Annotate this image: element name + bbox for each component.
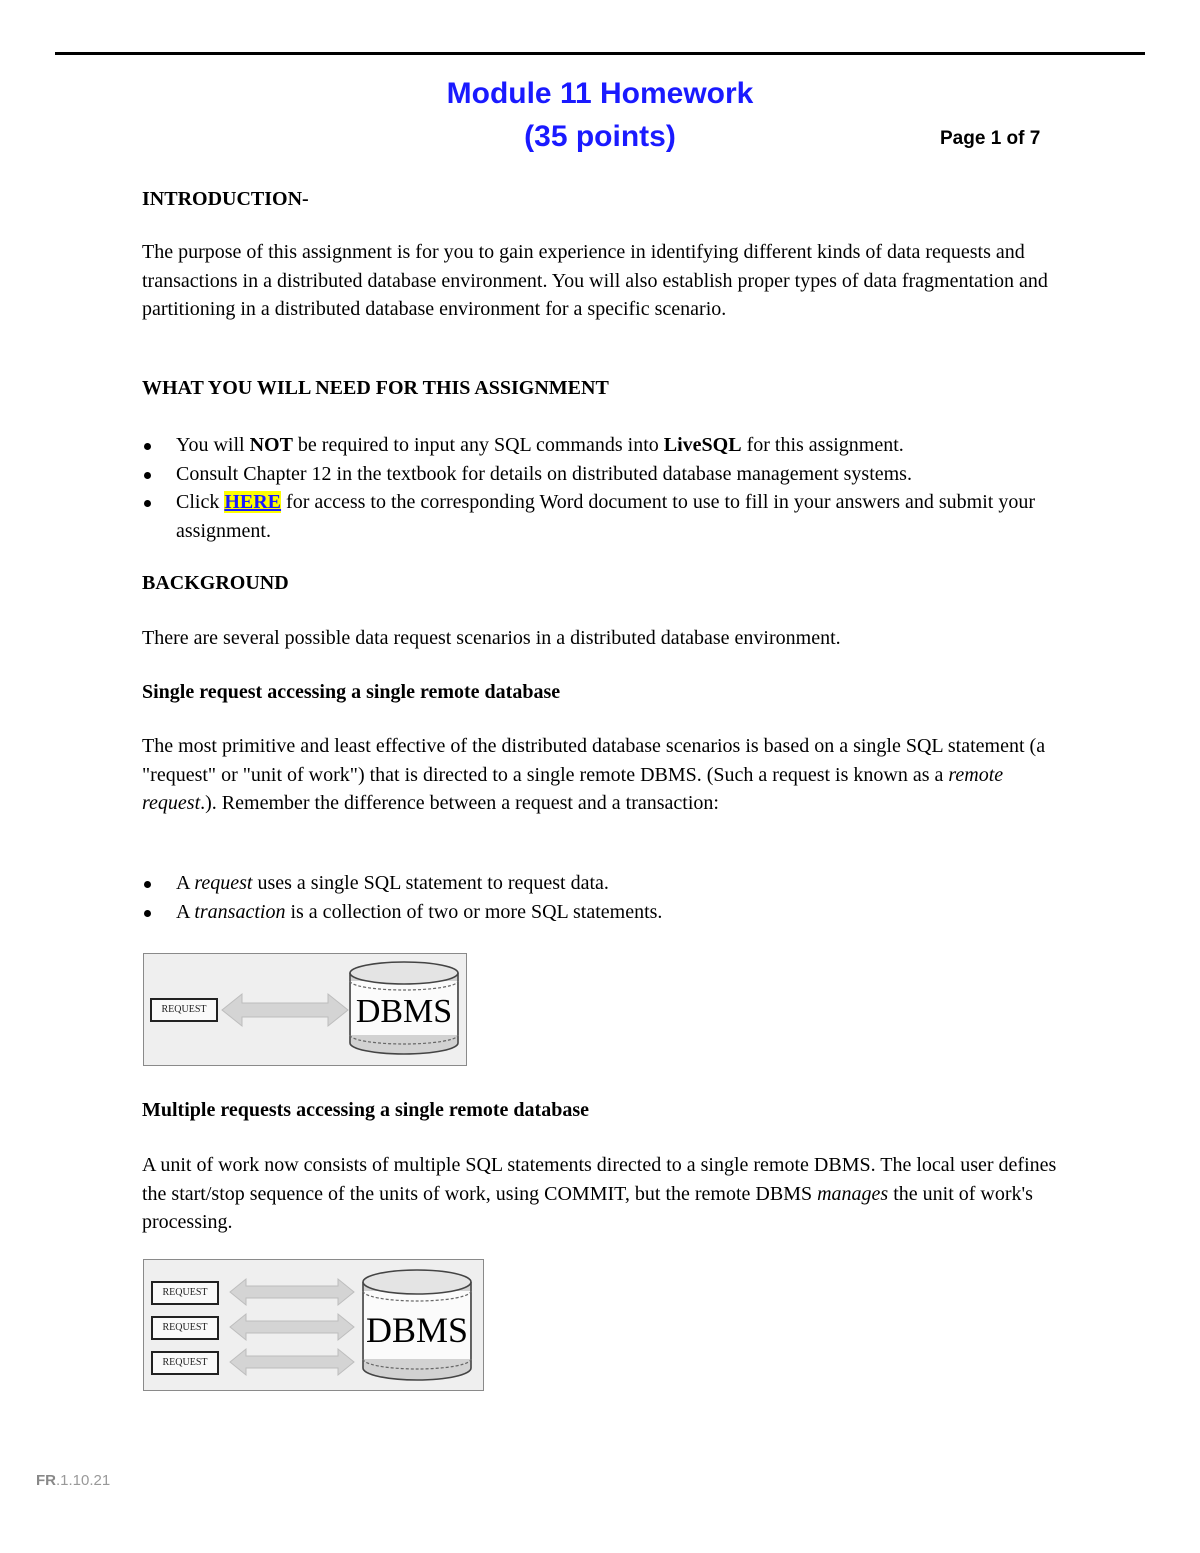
intro-heading: INTRODUCTION- xyxy=(142,188,309,210)
needs-bullet-1: You will NOT be required to input any SQL commands into LiveSQL for this assignment. xyxy=(142,431,1072,460)
single-request-paragraph: The most primitive and least effective of the distributed database scenarios is based on a single SQL statement (a "request" or "unit of work") that is directed to a single remote DBMS. (Such a request is known as a remote request.). Remember the difference between a request and a transaction: xyxy=(142,735,1046,814)
needs-heading: WHAT YOU WILL NEED FOR THIS ASSIGNMENT xyxy=(142,377,609,399)
request-box-3: REQUEST xyxy=(151,1351,219,1375)
page-number: Page 1 of 7 xyxy=(940,128,1041,149)
needs-list xyxy=(142,431,1072,545)
here-link[interactable]: HERE xyxy=(224,491,282,513)
points-subtitle: (35 points) xyxy=(524,120,676,153)
request-transaction-list xyxy=(142,869,1072,926)
multiple-requests-heading: Multiple requests accessing a single remote database xyxy=(142,1099,590,1121)
footer-code: FR.1.10.21 xyxy=(36,1472,111,1489)
transaction-bullet: A transaction is a collection of two or more SQL statements. xyxy=(142,898,1072,927)
needs-bullet-3: Click HERE for access to the corresponding Word document to use to fill in your answers and submit your assignment. xyxy=(142,488,1072,545)
single-request-diagram xyxy=(143,953,467,1066)
background-heading: BACKGROUND xyxy=(142,572,289,594)
intro-paragraph: The purpose of this assignment is for you to gain experience in identifying different kinds of data requests and transactions in a distributed database environment. You will also establish proper types of data fragmentation and partitioning in a distributed database environment for a specific scenario. xyxy=(142,241,1048,320)
bidirectional-arrow-icon xyxy=(228,1312,356,1342)
request-bullet: A request uses a single SQL statement to request data. xyxy=(142,869,1072,898)
bidirectional-arrow-icon xyxy=(228,1347,356,1377)
bidirectional-arrow-icon xyxy=(228,1277,356,1307)
page-title: Module 11 Homework xyxy=(446,77,754,110)
single-request-heading: Single request accessing a single remote database xyxy=(142,681,561,703)
multiple-requests-diagram xyxy=(143,1259,484,1391)
request-box: REQUEST xyxy=(150,998,218,1022)
request-box-2: REQUEST xyxy=(151,1316,219,1340)
needs-bullet-2: Consult Chapter 12 in the textbook for details on distributed database management systems. xyxy=(142,460,1072,489)
bidirectional-arrow-icon xyxy=(220,990,350,1030)
dbms-label: DBMS xyxy=(365,1310,469,1350)
background-paragraph: There are several possible data request scenarios in a distributed database environment. xyxy=(142,627,841,649)
dbms-label: DBMS xyxy=(355,993,453,1030)
request-box-1: REQUEST xyxy=(151,1281,219,1305)
top-rule xyxy=(55,52,1145,55)
multiple-requests-paragraph: A unit of work now consists of multiple SQL statements directed to a single remote DBMS. The local user defines the start/stop sequence of the units of work, using COMMIT, but the remote DBMS manages the unit of work's processing. xyxy=(142,1154,1057,1233)
